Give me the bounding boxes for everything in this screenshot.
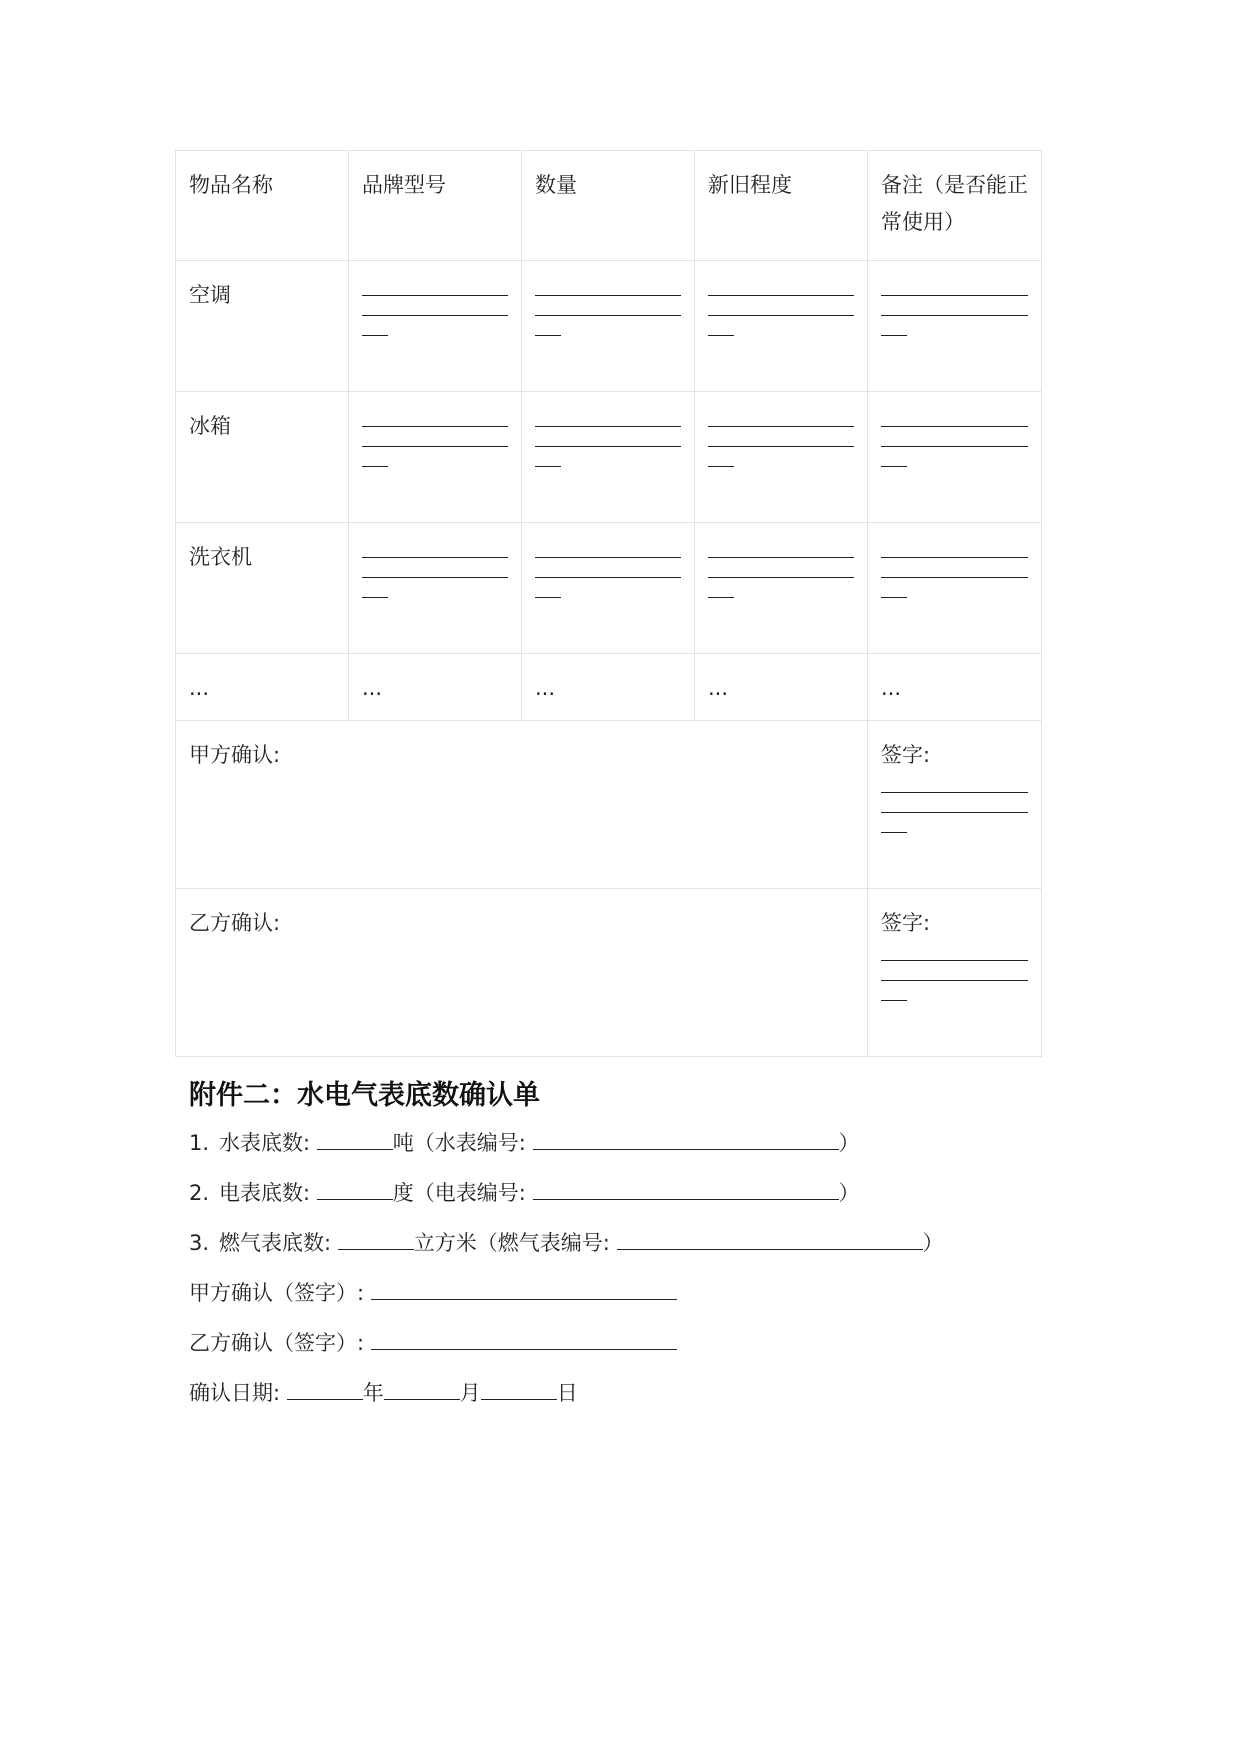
electric-meter-number-blank[interactable] [533, 1177, 839, 1200]
gas-reading-blank[interactable] [338, 1227, 414, 1250]
quantity-blank[interactable] [522, 261, 695, 392]
remarks-blank[interactable] [868, 523, 1042, 654]
party-a-sign-line: 甲方确认（签字）: [189, 1277, 677, 1308]
brand-blank[interactable] [349, 261, 522, 392]
month-blank[interactable] [384, 1377, 460, 1400]
table-header-row [176, 151, 1042, 261]
header-remarks: 备注（是否能正常使用） [868, 151, 1042, 261]
table-row [176, 261, 1042, 392]
table-row [176, 523, 1042, 654]
condition-blank[interactable] [695, 261, 868, 392]
party-b-sign-cell[interactable] [868, 889, 1042, 1057]
party-a-sign-cell[interactable] [868, 721, 1042, 889]
party-b-signature-blank[interactable] [371, 1327, 677, 1350]
remarks-blank[interactable] [868, 261, 1042, 392]
header-quantity: 数量 [522, 151, 695, 261]
inventory-table [175, 150, 1042, 1057]
table-row-ellipsis [176, 654, 1042, 721]
header-brand-model: 品牌型号 [349, 151, 522, 261]
header-item-name: 物品名称 [176, 151, 349, 261]
ellipsis-cell: ... [176, 654, 349, 721]
sign-label: 签字: [881, 743, 931, 767]
item-name: 洗衣机 [176, 523, 349, 654]
brand-blank[interactable] [349, 523, 522, 654]
electric-reading-blank[interactable] [317, 1177, 393, 1200]
item-name: 冰箱 [176, 392, 349, 523]
party-a-signature-blank[interactable] [371, 1277, 677, 1300]
year-blank[interactable] [287, 1377, 363, 1400]
table-row [176, 392, 1042, 523]
gas-meter-line: 3. 燃气表底数: 立方米（燃气表编号: ） [189, 1227, 944, 1258]
party-b-sign-line: 乙方确认（签字）: [189, 1327, 677, 1358]
water-reading-blank[interactable] [317, 1127, 393, 1150]
water-meter-number-blank[interactable] [533, 1127, 839, 1150]
gas-meter-number-blank[interactable] [617, 1227, 923, 1250]
confirm-date-line: 确认日期: 年 月 日 [189, 1377, 578, 1408]
ellipsis-cell: ... [522, 654, 695, 721]
header-condition: 新旧程度 [695, 151, 868, 261]
ellipsis-cell: ... [868, 654, 1042, 721]
party-a-confirm-row [176, 721, 1042, 889]
quantity-blank[interactable] [522, 392, 695, 523]
party-a-confirm-label: 甲方确认: [176, 721, 868, 889]
attachment-title: 附件二：水电气表底数确认单 [189, 1080, 540, 1111]
quantity-blank[interactable] [522, 523, 695, 654]
sign-label: 签字: [881, 911, 931, 935]
party-b-confirm-label: 乙方确认: [176, 889, 868, 1057]
condition-blank[interactable] [695, 392, 868, 523]
day-blank[interactable] [481, 1377, 557, 1400]
ellipsis-cell: ... [349, 654, 522, 721]
item-name: 空调 [176, 261, 349, 392]
brand-blank[interactable] [349, 392, 522, 523]
remarks-blank[interactable] [868, 392, 1042, 523]
ellipsis-cell: ... [695, 654, 868, 721]
condition-blank[interactable] [695, 523, 868, 654]
water-meter-line: 1. 水表底数: 吨（水表编号: ） [189, 1127, 860, 1158]
electric-meter-line: 2. 电表底数: 度（电表编号: ） [189, 1177, 860, 1208]
party-b-confirm-row [176, 889, 1042, 1057]
